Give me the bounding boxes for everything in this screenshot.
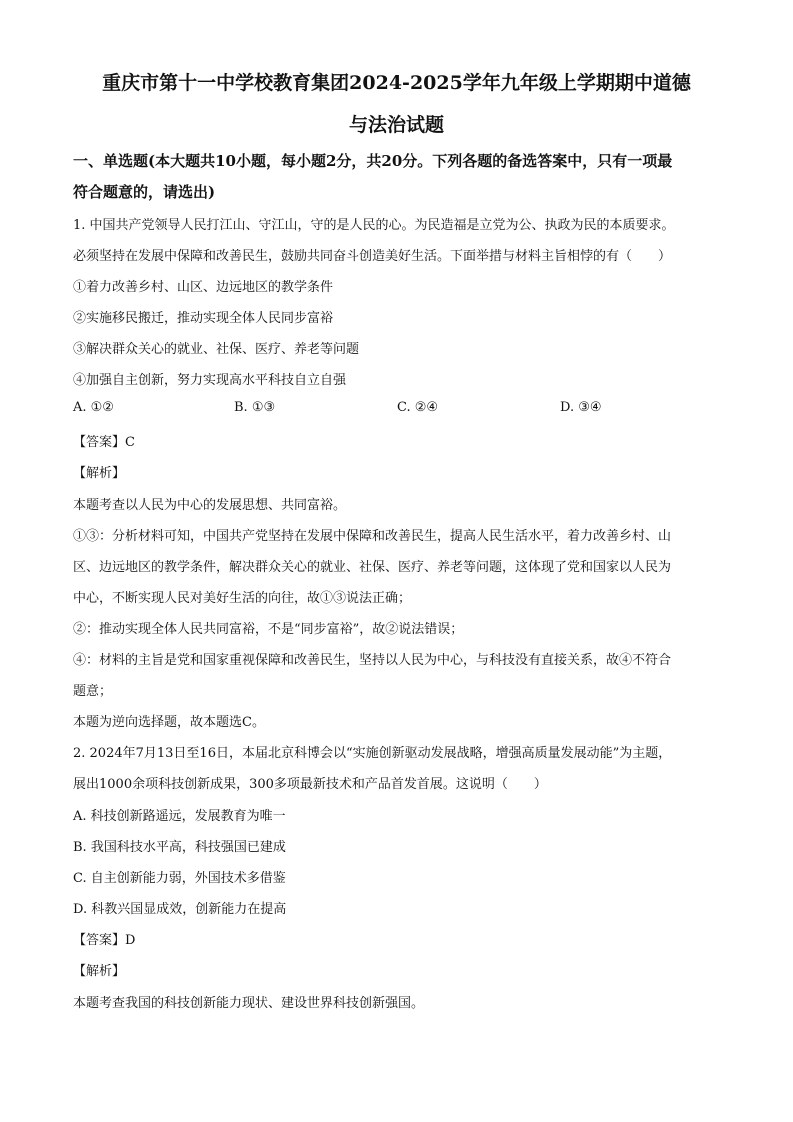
q1-analysis-line1: 本题考查以人民为中心的发展思想、共同富裕。 xyxy=(73,498,347,513)
q2-analysis-label: 【解析】 xyxy=(73,964,126,979)
q1-analysis-line8: 本题为逆向选择题，故本题选C。 xyxy=(73,715,265,730)
q2-option-d: D. 科教兴国显成效，创新能力在提高 xyxy=(73,902,287,917)
q1-analysis-label: 【解析】 xyxy=(73,466,126,481)
q1-analysis-line6: ④：材料的主旨是党和国家重视保障和改善民生，坚持以人民为中心，与科技没有直接关系，故④不符合 xyxy=(73,653,672,668)
q1-stem-line2: 必须坚持在发展中保障和改善民生，鼓励共同奋斗创造美好生活。下面举措与材料主旨相悖的有（ ） xyxy=(73,249,672,264)
doc-title-line2: 与法治试题 xyxy=(348,114,444,136)
section-heading-line2: 符合题意的，请选出) xyxy=(73,183,216,201)
q1-item-2: ②实施移民搬迁，推动实现全体人民同步富裕 xyxy=(73,311,334,326)
q2-option-a: A. 科技创新路遥远，发展教育为唯一 xyxy=(73,809,286,824)
q2-stem-line1: 2. 2024年7月13日至16日，本届北京科博会以“实施创新驱动发展战略，增强高质量发展动能”为主题， xyxy=(73,746,672,761)
q1-analysis-line2: ①③：分析材料可知，中国共产党坚持在发展中保障和改善民生，提高人民生活水平，着力改善乡村、山 xyxy=(73,529,672,544)
q2-answer: 【答案】D xyxy=(73,933,136,948)
q2-option-b: B. 我国科技水平高，科技强国已建成 xyxy=(73,840,286,855)
q1-stem-line1: 1. 中国共产党领导人民打江山、守江山，守的是人民的心。为民造福是立党为公、执政为民的本质要求。 xyxy=(73,218,675,233)
q1-analysis-line5: ②：推动实现全体人民共同富裕，不是“同步富裕”，故②说法错误； xyxy=(73,622,464,637)
q1-analysis-line7: 题意； xyxy=(73,684,113,699)
q2-option-c: C. 自主创新能力弱，外国技术多借鉴 xyxy=(73,871,286,886)
q2-analysis-line1: 本题考查我国的科技创新能力现状、建设世界科技创新强国。 xyxy=(73,996,425,1011)
q2-stem-line2: 展出1000余项科技创新成果，300多项最新技术和产品首发首展。这说明（ ） xyxy=(73,777,547,792)
q1-option-a: A. ①② xyxy=(73,400,114,415)
doc-title-line1: 重庆市第十一中学校教育集团2024-2025学年九年级上学期期中道德 xyxy=(102,72,691,94)
q1-option-b: B. ①③ xyxy=(234,400,276,415)
q1-answer: 【答案】C xyxy=(73,435,135,450)
q1-analysis-line4: 中心，不断实现人民对美好生活的向往，故①③说法正确； xyxy=(73,591,412,606)
q1-item-4: ④加强自主创新，努力实现高水平科技自立自强 xyxy=(73,373,347,388)
q1-option-c: C. ②④ xyxy=(397,400,439,415)
q1-analysis-line3: 区、边远地区的教学条件，解决群众关心的就业、社保、医疗、养老等问题，这体现了党和国家以人民为 xyxy=(73,560,672,575)
q1-item-3: ③解决群众关心的就业、社保、医疗、养老等问题 xyxy=(73,342,360,357)
q1-option-d: D. ③④ xyxy=(560,400,602,415)
section-heading-line1: 一、单选题(本大题共10小题，每小题2分，共20分。下列各题的备选答案中，只有一项最 xyxy=(73,152,673,170)
q1-item-1: ①着力改善乡村、山区、边远地区的教学条件 xyxy=(73,280,334,295)
